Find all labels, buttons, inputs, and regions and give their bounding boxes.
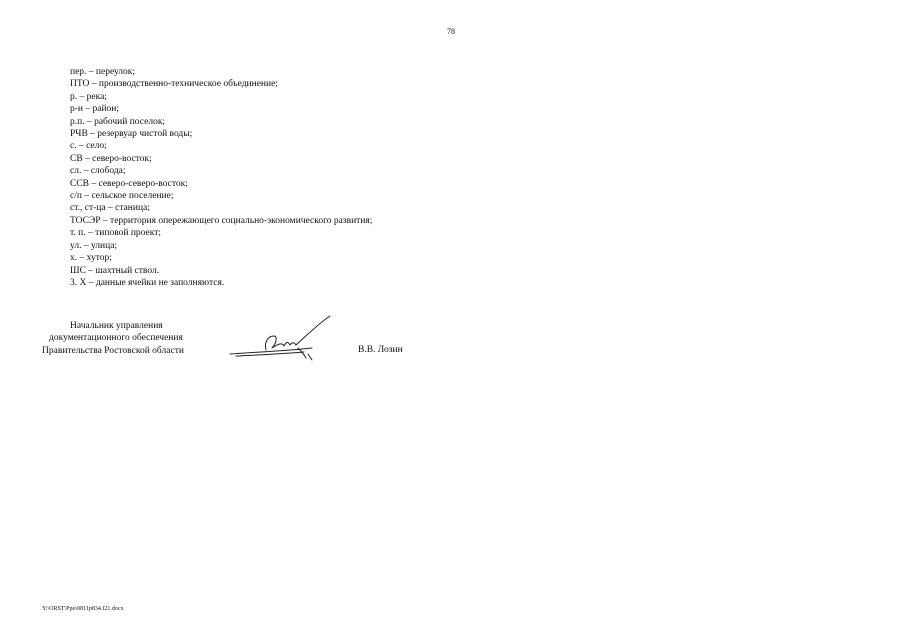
list-item: с. – село; [70, 141, 107, 152]
list-item: сл. – слобода; [70, 166, 126, 177]
list-item: р-н – район; [70, 104, 120, 115]
page-number: 78 [447, 27, 455, 36]
signer-title-line: документационного обеспечения [49, 333, 183, 344]
list-item: т. п. – типовой проект; [70, 228, 162, 239]
list-item: ул. – улица; [70, 240, 118, 251]
list-item: ТОСЭР – территория опережающего социально-экономического развития; [70, 215, 373, 226]
handwritten-signature [226, 314, 336, 362]
list-item: ССВ – северо-северо-восток; [70, 178, 188, 189]
list-item: пер. – переулок; [70, 67, 136, 77]
list-item: ст., ст-ца – станица; [70, 203, 150, 214]
list-item: ШС – шахтный ствол. [70, 265, 160, 276]
signer-name: В.В. Лозин [358, 345, 403, 355]
list-item: р.п. – рабочий поселок; [70, 116, 166, 127]
list-item: с/п – сельское поселение; [70, 191, 174, 202]
list-item: х. – хутор; [70, 253, 112, 264]
signer-title-line: Начальник управления [70, 321, 163, 331]
list-item: 3. Х – данные ячейки не заполняются. [70, 277, 225, 288]
list-item: р. – река; [70, 91, 107, 102]
signer-title-line: Правительства Ростовской области [42, 345, 184, 356]
signature-block [0, 320, 905, 370]
list-item: СВ – северо-восток; [70, 153, 152, 164]
abbreviation-list [70, 66, 372, 289]
list-item: РЧВ – резервуар чистой воды; [70, 129, 193, 140]
list-item: ПТО – производственно-техническое объединение; [70, 79, 278, 90]
file-path-footer: Y:\ORST\Ppo\0811p834.f21.docx [42, 606, 124, 612]
